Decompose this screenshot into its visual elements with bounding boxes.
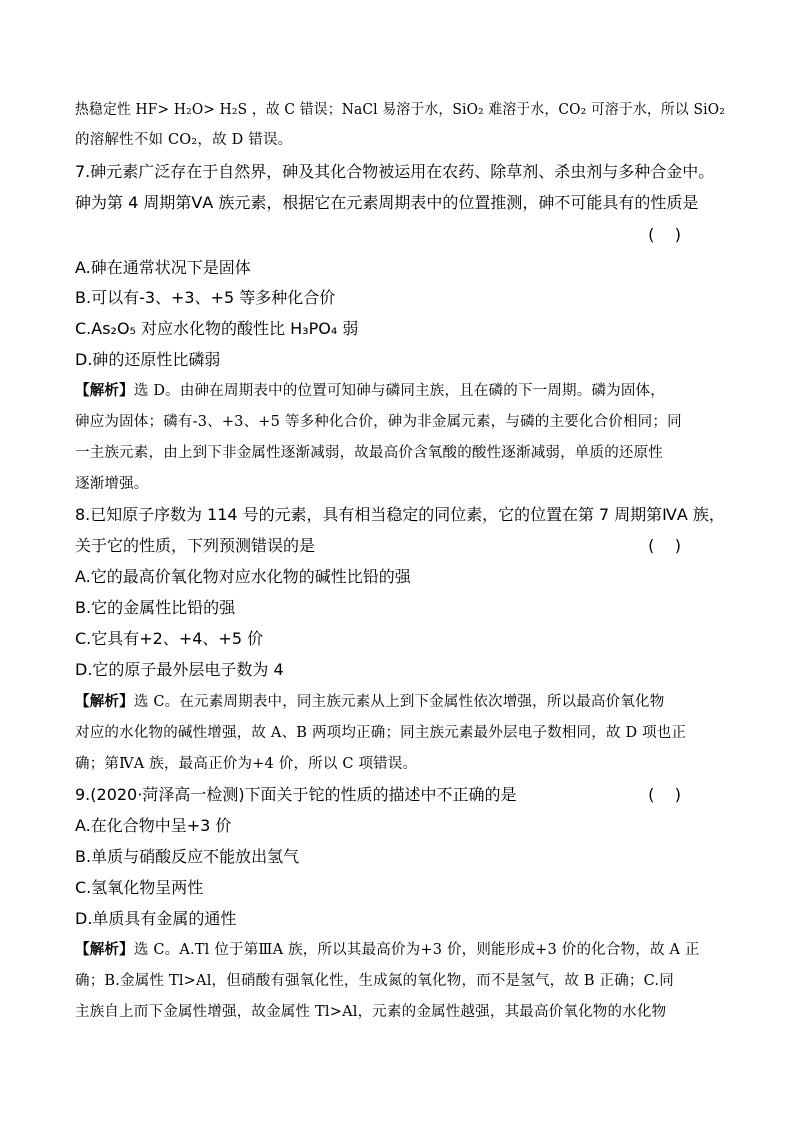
- analysis-line: 主族自上而下金属性增强，故金属性 Tl>Al，元素的金属性越强，其最高价氧化物的水化物: [75, 1004, 667, 1020]
- option-a: A.砷在通常状况下是固体: [75, 258, 251, 277]
- analysis-label: 【解析】: [75, 941, 134, 958]
- option-c: C.它具有+2、+4、+5 价: [75, 629, 264, 648]
- analysis-line: 对应的水化物的碱性增强，故 A、B 两项均正确；同主族元素最外层电子数相同，故 D 项也正: [75, 725, 687, 741]
- explanation-line: 热稳定性 HF> H₂O> H₂S ，故 C 错误；NaCl 易溶于水，SiO₂ 难溶于水，CO₂ 可溶于水，所以 SiO₂: [75, 102, 725, 118]
- option-d: D.砷的还原性比磷弱: [75, 350, 221, 369]
- analysis-line: 确；B.金属性 Tl>Al，但硝酸有强氧化性，生成氮的氧化物，而不是氢气，故 B 正确；C.同: [75, 973, 674, 989]
- analysis-line: 【解析】选 D。由砷在周期表中的位置可知砷与磷同主族，且在磷的下一周期。磷为固体，: [75, 382, 665, 399]
- answer-bracket: ( ): [648, 536, 681, 555]
- option-c: C.氢氧化物呈两性: [75, 878, 204, 897]
- answer-bracket: ( ): [648, 225, 681, 244]
- option-c: C.As₂O₅ 对应水化物的酸性比 H₃PO₄ 弱: [75, 319, 359, 338]
- answer-bracket: ( ): [648, 785, 681, 804]
- question-7-stem: 砷为第 4 周期第ⅤA 族元素，根据它在元素周期表中的位置推测，砷不可能具有的性质是: [75, 193, 699, 212]
- analysis-line: 逐渐增强。: [75, 476, 149, 492]
- question-7-stem: 7.砷元素广泛存在于自然界，砷及其化合物被运用在农药、除草剂、杀虫剂与多种合金中。: [75, 162, 715, 181]
- analysis-line: 砷应为固体；磷有-3、+3、+5 等多种化合价，砷为非金属元素，与磷的主要化合价相同；同: [75, 414, 682, 430]
- question-9-stem: 9.(2020·菏泽高一检测)下面关于铊的性质的描述中不正确的是: [75, 785, 517, 804]
- option-a: A.在化合物中呈+3 价: [75, 816, 232, 835]
- question-8-stem: 8.已知原子序数为 114 号的元素，具有相当稳定的同位素，它的位置在第 7 周期第ⅣA 族，: [75, 505, 725, 524]
- option-b: B.单质与硝酸反应不能放出氢气: [75, 847, 300, 866]
- option-a: A.它的最高价氧化物对应水化物的碱性比铅的强: [75, 567, 411, 586]
- analysis-label: 【解析】: [75, 693, 134, 710]
- option-d: D.它的原子最外层电子数为 4: [75, 660, 284, 679]
- explanation-line: 的溶解性不如 CO₂，故 D 错误。: [75, 132, 293, 148]
- analysis-line: 确；第ⅣA 族，最高正价为+4 价，所以 C 项错误。: [75, 756, 418, 772]
- option-b: B.可以有-3、+3、+5 等多种化合价: [75, 288, 336, 307]
- question-8-stem: 关于它的性质，下列预测错误的是: [75, 536, 316, 555]
- analysis-label: 【解析】: [75, 382, 134, 399]
- analysis-line: 【解析】选 C。在元素周期表中，同主族元素从上到下金属性依次增强，所以最高价氧化物: [75, 693, 665, 710]
- option-b: B.它的金属性比铅的强: [75, 598, 236, 617]
- analysis-line: 【解析】选 C。A.Tl 位于第ⅢA 族，所以其最高价为+3 价，则能形成+3 价的化合物，故 A 正: [75, 941, 700, 958]
- analysis-line: 一主族元素，由上到下非金属性逐渐减弱，故最高价含氧酸的酸性逐渐减弱，单质的还原性: [75, 445, 663, 461]
- option-d: D.单质具有金属的通性: [75, 909, 237, 928]
